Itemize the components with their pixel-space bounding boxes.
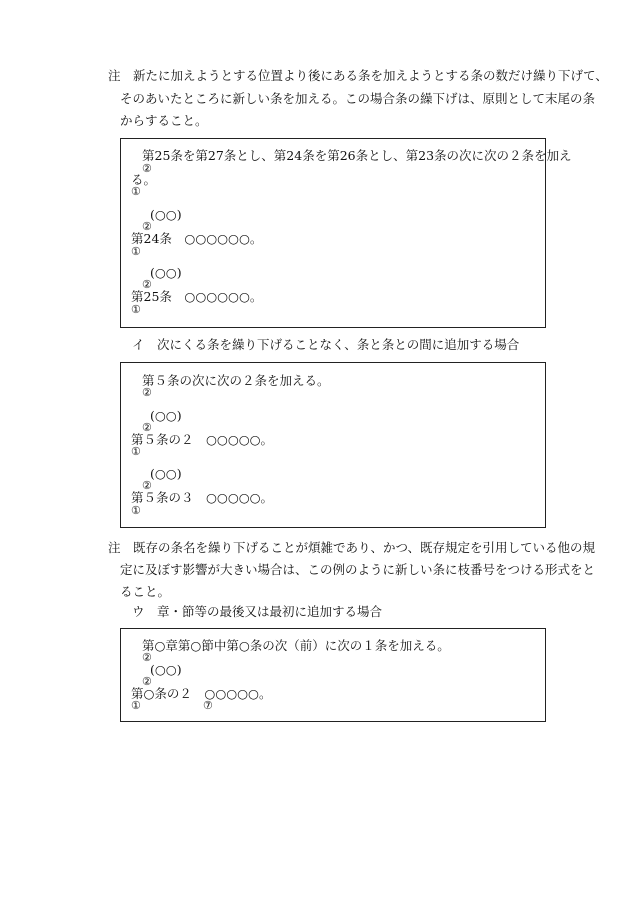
box3-intro: 第○章第○節中第○条の次（前）に次の１条を加える。 — [142, 638, 450, 653]
box2-article-5-2: 第５条の２ ○○○○○。 — [131, 432, 274, 447]
box3-caption: (○○) — [150, 662, 182, 677]
heading-i: イ 次にくる条を繰り下げることなく、条と条との間に追加する場合 — [132, 337, 520, 352]
box2-caption-1: (○○) — [150, 408, 182, 423]
heading-u: ウ 章・節等の最後又は最初に追加する場合 — [132, 604, 383, 619]
box2-intro: 第５条の次に次の２条を加える。 — [142, 373, 330, 388]
box2-article-5-3: 第５条の３ ○○○○○。 — [131, 490, 274, 505]
box1-mark-6: ① — [131, 303, 141, 316]
box1-caption-2: (○○) — [150, 265, 182, 280]
box1-intro-cont: る。 — [131, 172, 157, 187]
box1-mark-3: ② — [142, 220, 152, 233]
box1-intro: 第25条を第27条とし、第24条を第26条とし、第23条の次に次の２条を加え — [142, 148, 572, 163]
box2-mark-4: ② — [142, 479, 152, 492]
note2-line1: 注 既存の条名を繰り下げることが煩雑であり、かつ、既存規定を引用している他の規 — [108, 540, 596, 555]
box3-article: 第○条の２ ○○○○○。 — [131, 686, 272, 701]
box2-mark-5: ① — [131, 504, 141, 517]
box2-mark-1: ② — [142, 386, 152, 399]
box1-mark-5: ② — [142, 278, 152, 291]
box3-mark-1: ② — [142, 651, 152, 664]
box1-mark-4: ① — [131, 245, 141, 258]
box2-mark-2: ② — [142, 421, 152, 434]
note1-line1: 注 新たに加えようとする位置より後にある条を加えようとする条の数だけ繰り下げて、 — [108, 68, 608, 83]
box3-mark-4: ⑦ — [203, 699, 213, 712]
note1-line3: からすること。 — [120, 113, 208, 128]
note2-line2: 定に及ぼす影響が大きい場合は、この例のように新しい条に枝番号をつける形式をと — [120, 562, 596, 577]
box1-article-25: 第25条 ○○○○○○。 — [131, 289, 263, 304]
box1-mark-2: ① — [131, 185, 141, 198]
box2-mark-3: ① — [131, 445, 141, 458]
note2-line3: ること。 — [120, 584, 171, 599]
box1-article-24: 第24条 ○○○○○○。 — [131, 231, 263, 246]
box1-caption-1: (○○) — [150, 207, 182, 222]
box3-mark-2: ② — [142, 675, 152, 688]
box2-caption-2: (○○) — [150, 466, 182, 481]
box1-mark-1: ② — [142, 162, 152, 175]
box3-mark-3: ① — [131, 699, 141, 712]
note1-line2: そのあいたところに新しい条を加える。この場合条の繰下げは、原則として末尾の条 — [120, 91, 596, 106]
